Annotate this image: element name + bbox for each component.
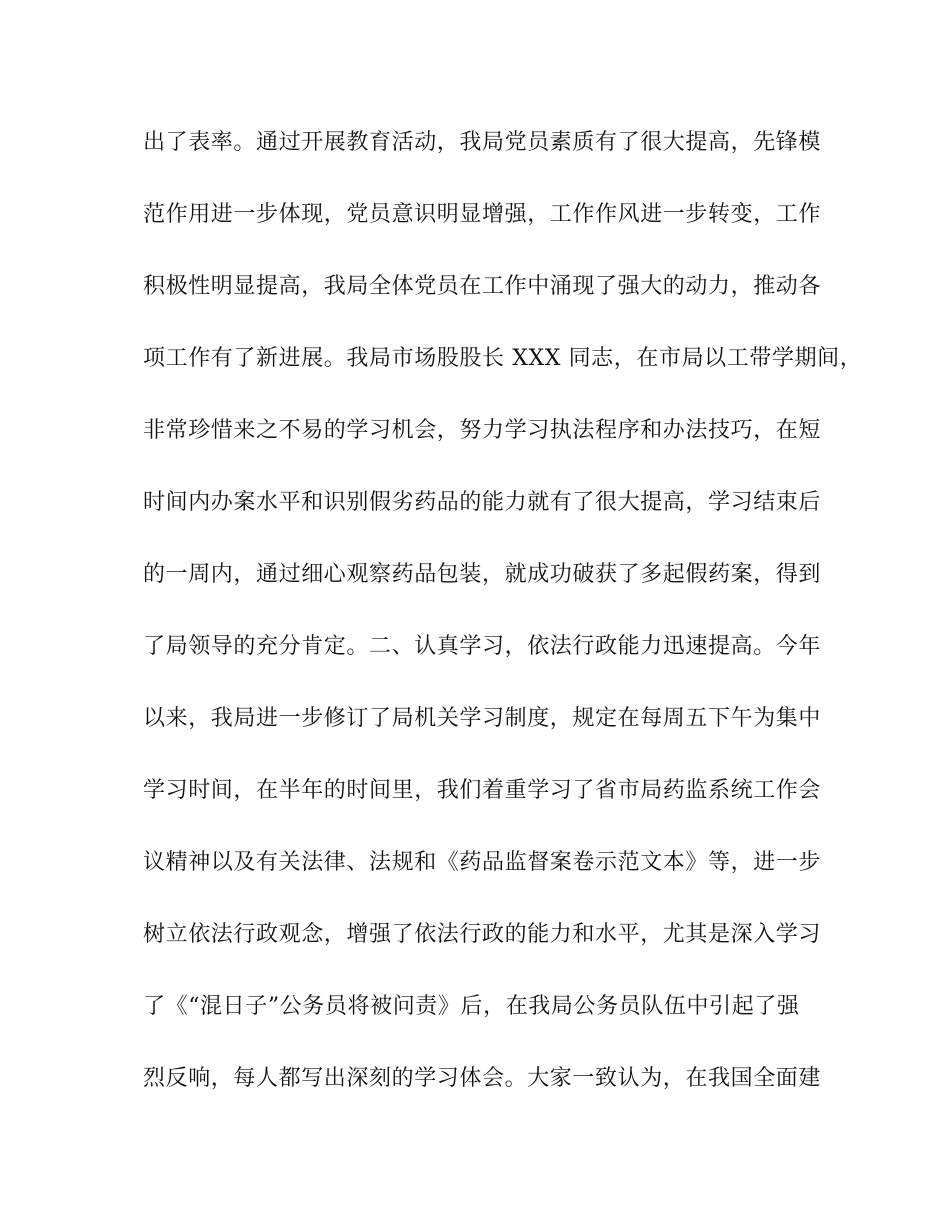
text-line: 时间内办案水平和识别假劣药品的能力就有了很大提高，学习结束后 <box>143 490 822 515</box>
text-line: 范作用进一步体现，党员意识明显增强，工作作风进一步转变，工作 <box>143 202 822 227</box>
text-line: 了局领导的充分肯定。二、认真学习，依法行政能力迅速提高。今年 <box>143 634 822 659</box>
text-line: 烈反响，每人都写出深刻的学习体会。大家一致认为，在我国全面建 <box>143 1066 822 1091</box>
text-line: 议精神以及有关法律、法规和《药品监督案卷示范文本》等，进一步 <box>143 850 822 875</box>
text-line: 出了表率。通过开展教育活动，我局党员素质有了很大提高，先锋模 <box>143 130 822 155</box>
text-line: 学习时间，在半年的时间里，我们着重学习了省市局药监系统工作会 <box>143 778 822 803</box>
text-line: 非常珍惜来之不易的学习机会，努力学习执法程序和办法技巧，在短 <box>143 418 822 443</box>
text-line: 以来，我局进一步修订了局机关学习制度，规定在每周五下午为集中 <box>143 706 822 731</box>
text-line: 树立依法行政观念，增强了依法行政的能力和水平，尤其是深入学习 <box>143 922 822 947</box>
text-line: 了《“混日子”公务员将被问责》后，在我局公务员队伍中引起了强 <box>143 994 800 1019</box>
text-line: 积极性明显提高，我局全体党员在工作中涌现了强大的动力，推动各 <box>143 274 822 299</box>
text-line: 的一周内，通过细心观察药品包装，就成功破获了多起假药案，得到 <box>143 562 822 587</box>
text-line: 项工作有了新进展。我局市场股股长 XXX 同志，在市局以工带学期间， <box>143 346 863 371</box>
